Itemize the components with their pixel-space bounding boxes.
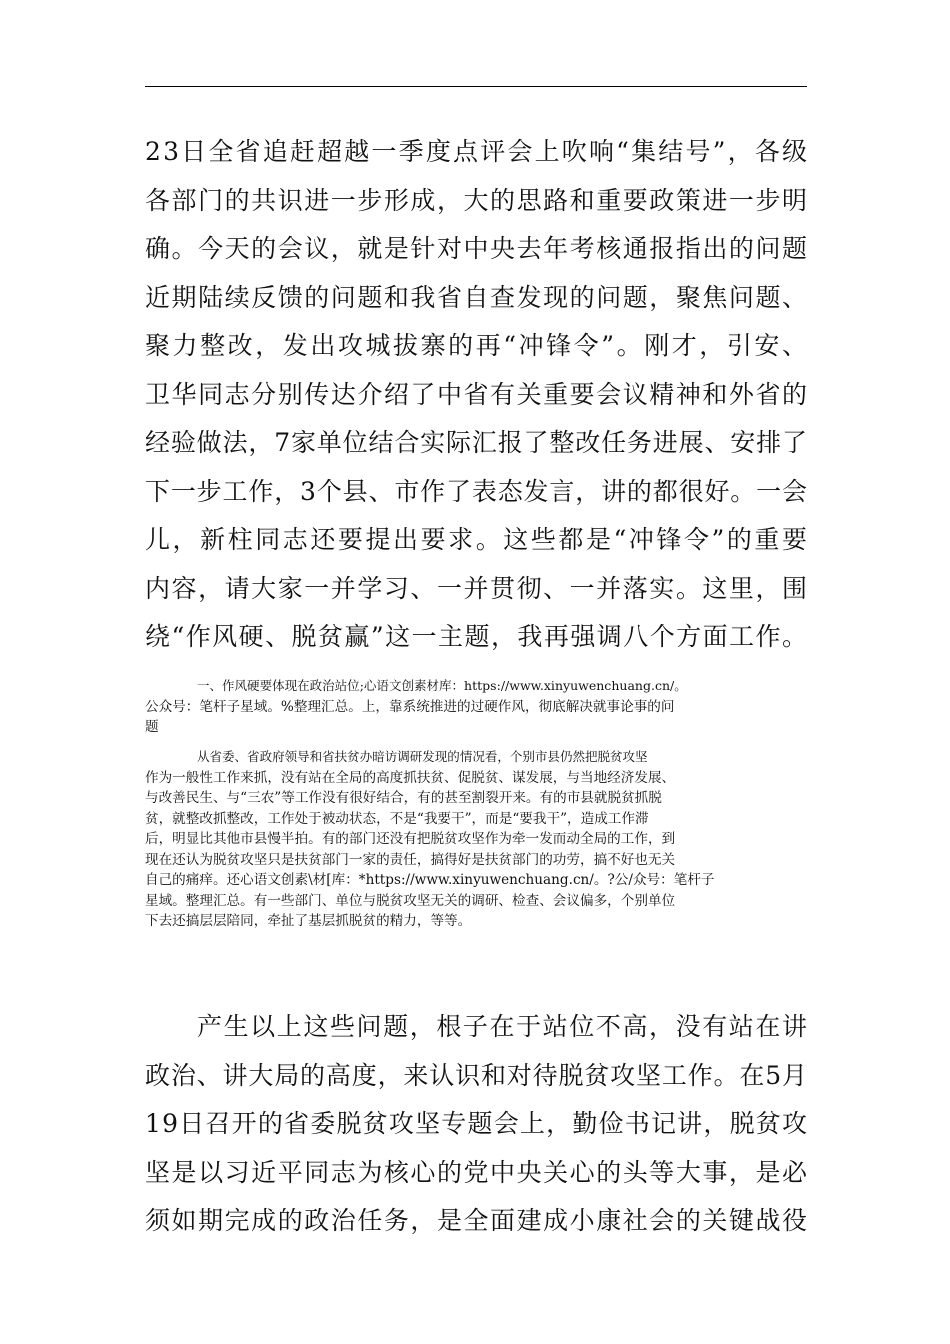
text-line: 产生以上这些问题，根子在于站位不高，没有站在讲: [197, 1012, 809, 1041]
text-line: 近期陆续反馈的问题和我省自查发现的问题，聚焦问题、: [145, 282, 809, 312]
text-line: 作为一般性工作来抓，没有站在全局的高度抓扶贫、促脱贫、谋发展，与当地经济发展、: [145, 769, 676, 786]
text-line: 题: [145, 719, 159, 735]
text-line: 贫，就整改抓整改，工作处于被动状态，不是“我要干”，而是“要我干”，造成工作滞: [145, 810, 649, 827]
text-line: 各部门的共识进一步形成，大的思路和重要政策进一步明: [145, 185, 809, 215]
text-line: 政治、讲大局的高度，来认识和对待脱贫攻坚工作。在5月: [145, 1060, 808, 1090]
text-line: 儿，新柱同志还要提出要求。这些都是“冲锋令”的重要: [145, 525, 810, 554]
body-paragraph-1: [145, 128, 810, 662]
text-line: 23日全省追赶超越一季度点评会上吹响“集结号”，各级: [145, 137, 810, 166]
section-heading-1: [145, 676, 809, 738]
text-line: 经验做法，7家单位结合实际汇报了整改任务进展、安排了: [145, 428, 808, 457]
text-line: 聚力整改，发出攻城拔寨的再“冲锋令”。刚才，引安、: [145, 331, 810, 360]
text-line: 卫华同志分别传达介绍了中省有关重要会议精神和外省的: [145, 379, 809, 409]
text-line: 从省委、省政府领导和省扶贫办暗访调研发现的情况看，个别市县仍然把脱贫攻坚: [197, 749, 648, 764]
text-line: 须如期完成的政治任务，是全面建成小康社会的关键战役: [145, 1206, 809, 1235]
text-line: 确。今天的会议，就是针对中央去年考核通报指出的问题: [145, 234, 809, 263]
text-line: 与改善民生、与“三农”等工作没有很好结合，有的甚至割裂开来。有的市县就脱贫抓脱: [145, 790, 662, 806]
text-line: 19日召开的省委脱贫攻坚专题会上，勤俭书记讲，脱贫攻: [145, 1109, 809, 1138]
text-line: 星域。整理汇总。有一些部门、单位与脱贫攻坚无关的调研、检查、会议偏多，个别单位: [145, 892, 676, 909]
body-paragraph-3: [145, 1003, 807, 1246]
text-line: 下去还搞层层陪同，牵扯了基层抓脱贫的精力，等等。: [145, 913, 472, 929]
text-line: 下一步工作，3个县、市作了表态发言，讲的都很好。一会: [145, 476, 808, 506]
text-line: 现在还认为脱贫攻坚只是扶贫部门一家的责任，搞得好是扶贫部门的功劳，搞不好也无关: [145, 851, 676, 868]
text-line: 公众号：笔杆子星域。%整理汇总。上，靠系统推进的过硬作风，彻底解决就事论事的问: [145, 698, 675, 715]
header-rule: [145, 86, 807, 87]
text-line: 内容，请大家一并学习、一并贯彻、一并落实。这里，围: [145, 573, 809, 603]
text-line: 自己的痛痒。还心语文创素\材[库：*https://www.xinyuwenchuang.cn/。?公/众号：笔杆子: [145, 872, 715, 888]
text-line: 后，明显比其他市县慢半拍。有的部门还没有把脱贫攻坚作为牵一发而动全局的工作，到: [145, 831, 676, 847]
text-line: 绕“作风硬、脱贫赢”这一主题，我再强调八个方面工作。: [145, 622, 809, 651]
text-line: 一、作风硬要体现在政治站位;心语文创素材库：https://www.xinyuwenchuang.cn/。: [197, 678, 687, 693]
text-line: 坚是以习近平同志为核心的党中央关心的头等大事，是必: [145, 1157, 809, 1187]
body-paragraph-2: [145, 747, 809, 932]
